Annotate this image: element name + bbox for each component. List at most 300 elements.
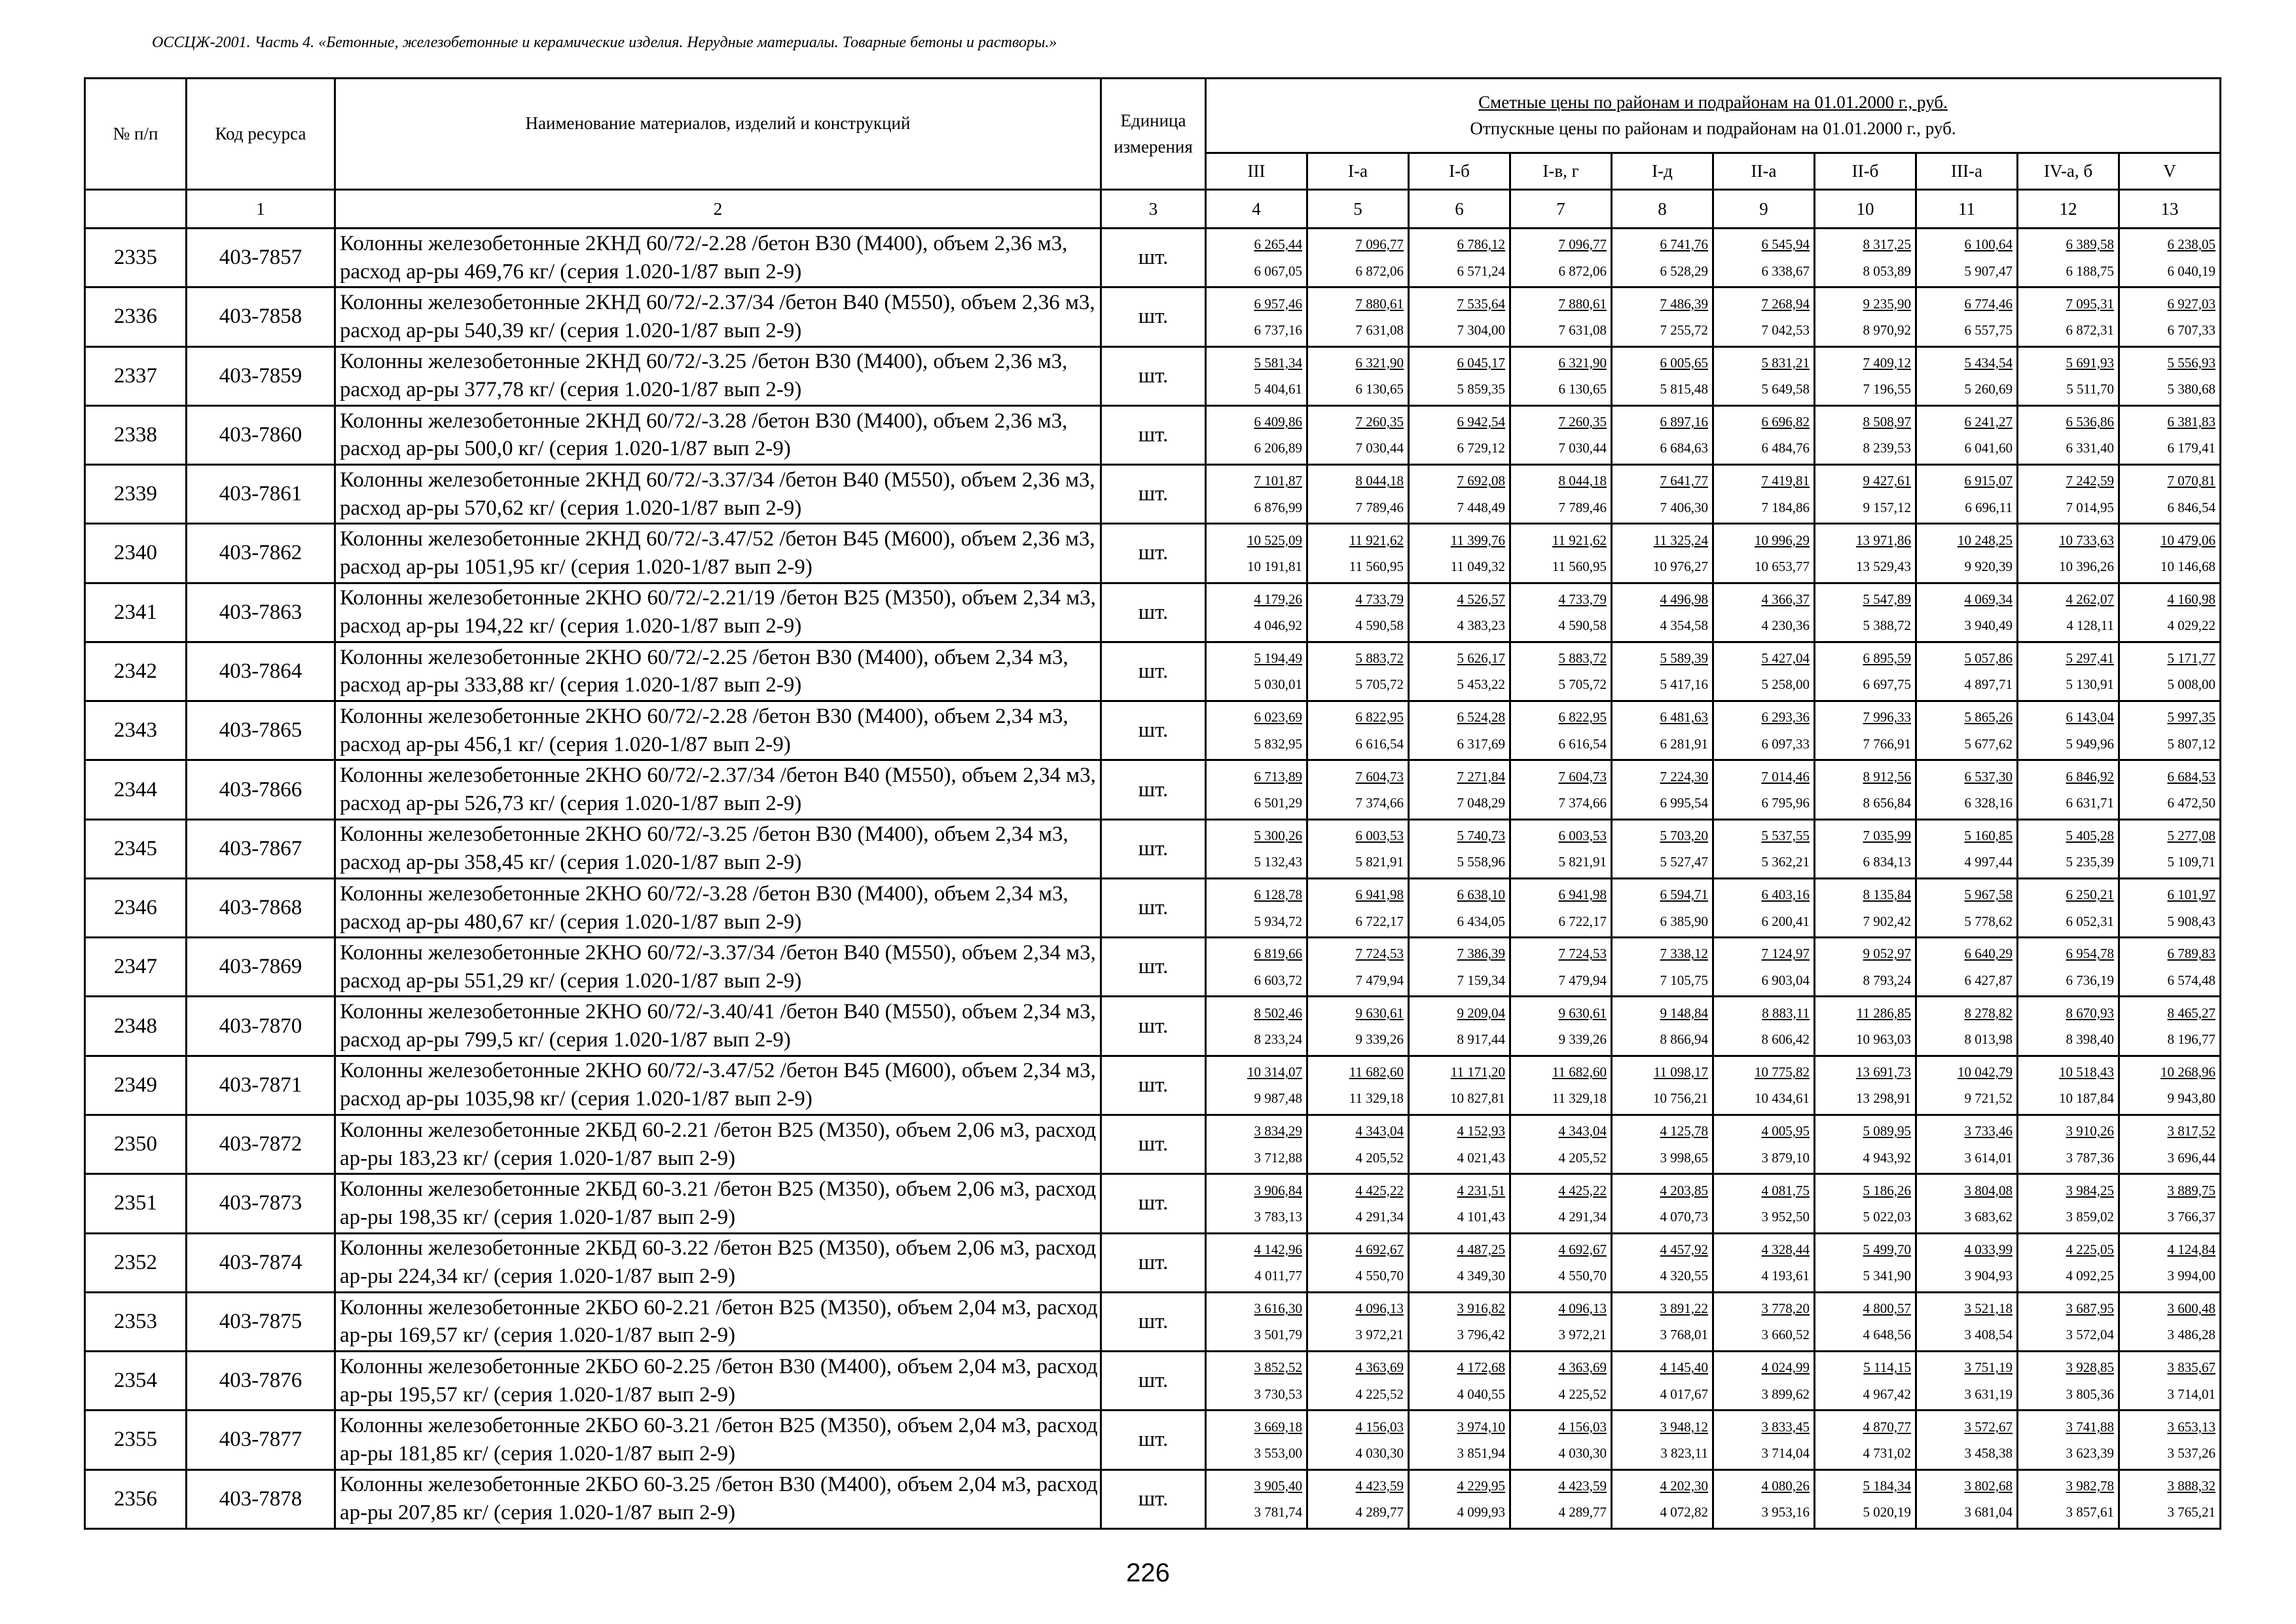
- estimate-price: 6 897,16: [1660, 414, 1708, 430]
- column-number: 2: [335, 190, 1101, 229]
- wholesale-price: 4 205,52: [1355, 1149, 1404, 1166]
- row-number: 2344: [85, 760, 187, 819]
- price-cell: [1612, 997, 1713, 1056]
- price-cell: [1206, 465, 1307, 524]
- estimate-price: 9 630,61: [1355, 1005, 1404, 1021]
- estimate-price: 4 526,57: [1457, 591, 1505, 607]
- estimate-price: 6 381,83: [2167, 414, 2215, 430]
- wholesale-price: 3 623,39: [2066, 1445, 2114, 1461]
- wholesale-price: 5 260,69: [1964, 381, 2013, 397]
- price-cell: [1409, 1056, 1510, 1115]
- wholesale-price: 6 130,65: [1558, 381, 1607, 397]
- estimate-price: 7 692,08: [1457, 473, 1505, 489]
- price-cell: [2119, 760, 2221, 819]
- price-cell: [2119, 1233, 2221, 1292]
- material-name: Колонны железобетонные 2КБО 60-3.21 /бетон В25 (М350), объем 2,04 м3, расход ар-ры 181,85 кг/ (серия 1.020-1/87 вып 2-9): [335, 1411, 1101, 1469]
- estimate-price: 9 148,84: [1660, 1005, 1708, 1021]
- price-cell: [1510, 405, 1612, 464]
- wholesale-price: 6 385,90: [1660, 913, 1708, 929]
- estimate-price: 3 982,78: [2066, 1477, 2114, 1494]
- unit-of-measure: шт.: [1101, 1115, 1206, 1173]
- estimate-price: 3 910,26: [2066, 1123, 2114, 1139]
- wholesale-price: 4 320,55: [1660, 1268, 1708, 1284]
- material-name: Колонны железобетонные 2КБД 60-3.22 /бетон В25 (М350), объем 2,06 м3, расход ар-ры 224,34 кг/ (серия 1.020-1/87 вып 2-9): [335, 1233, 1101, 1292]
- wholesale-price: 5 020,19: [1863, 1504, 1911, 1521]
- estimate-price: 5 186,26: [1863, 1182, 1911, 1198]
- price-cell: [1510, 229, 1612, 287]
- price-cell: [1916, 997, 2018, 1056]
- estimate-price: 3 817,52: [2167, 1123, 2215, 1139]
- column-number: 6: [1409, 190, 1510, 229]
- material-name: Колонны железобетонные 2КНО 60/72/-3.37/34 /бетон В40 (М550), объем 2,34 м3, расход ар-ры 551,29 кг/ (серия 1.020-1/87 вып 2-9): [335, 938, 1101, 997]
- price-cell: [1510, 287, 1612, 346]
- wholesale-price: 3 714,04: [1761, 1445, 1810, 1461]
- column-number: 1: [187, 190, 335, 229]
- material-name: Колонны железобетонные 2КБО 60-3.25 /бетон В30 (М400), объем 2,04 м3, расход ар-ры 207,85 кг/ (серия 1.020-1/87 вып 2-9): [335, 1469, 1101, 1528]
- estimate-price: 11 171,20: [1450, 1064, 1505, 1080]
- wholesale-price: 5 388,72: [1863, 618, 1911, 634]
- wholesale-price: 6 206,89: [1254, 440, 1302, 456]
- estimate-price: 7 271,84: [1457, 768, 1505, 784]
- price-cell: [1916, 1115, 2018, 1173]
- estimate-price: 7 096,77: [1355, 236, 1404, 253]
- price-cell: [1916, 583, 2018, 642]
- wholesale-price: 4 099,93: [1457, 1504, 1505, 1521]
- resource-code: 403-7857: [187, 229, 335, 287]
- price-cell: [1612, 524, 1713, 583]
- wholesale-price: 6 571,24: [1457, 263, 1505, 279]
- estimate-price: 4 692,67: [1558, 1241, 1607, 1257]
- price-cell: [1713, 1115, 1815, 1173]
- wholesale-price: 4 354,58: [1660, 618, 1708, 634]
- table-row: [85, 1174, 2221, 1233]
- estimate-price: 10 042,79: [1958, 1064, 2013, 1080]
- estimate-price: 4 423,59: [1355, 1477, 1404, 1494]
- wholesale-price: 6 484,76: [1761, 440, 1810, 456]
- wholesale-price: 6 872,06: [1558, 263, 1607, 279]
- wholesale-price: 3 805,36: [2066, 1386, 2114, 1402]
- wholesale-price: 5 908,43: [2167, 913, 2215, 929]
- material-name: Колонны железобетонные 2КНО 60/72/-3.40/41 /бетон В40 (М550), объем 2,34 м3, расход ар-ры 799,5 кг/ (серия 1.020-1/87 вып 2-9): [335, 997, 1101, 1056]
- estimate-price: 3 600,48: [2167, 1301, 2215, 1317]
- estimate-price: 3 572,67: [1964, 1418, 2013, 1435]
- estimate-price: 4 496,98: [1660, 591, 1708, 607]
- wholesale-price: 6 097,33: [1761, 735, 1810, 752]
- wholesale-price: 3 796,42: [1457, 1327, 1505, 1343]
- price-cell: [2018, 1056, 2119, 1115]
- estimate-price: 4 125,78: [1660, 1123, 1708, 1139]
- estimate-price: 5 703,20: [1660, 827, 1708, 843]
- price-cell: [1510, 1469, 1612, 1528]
- price-cell: [1206, 1056, 1307, 1115]
- estimate-price: 3 905,40: [1254, 1477, 1302, 1494]
- wholesale-price: 6 603,72: [1254, 972, 1302, 988]
- wholesale-price: 9 339,26: [1558, 1031, 1607, 1048]
- price-cell: [1510, 1352, 1612, 1411]
- wholesale-price: 3 879,10: [1761, 1149, 1810, 1166]
- estimate-price: 4 225,05: [2066, 1241, 2114, 1257]
- price-cell: [1612, 819, 1713, 878]
- price-cell: [2018, 1469, 2119, 1528]
- table-row: [85, 1233, 2221, 1292]
- price-cell: [1206, 938, 1307, 997]
- price-cell: [1409, 819, 1510, 878]
- estimate-price: 8 278,82: [1964, 1005, 2013, 1021]
- price-cell: [2018, 997, 2119, 1056]
- price-cell: [1815, 1352, 1916, 1411]
- price-cell: [2018, 1174, 2119, 1233]
- wholesale-price: 11 560,95: [1349, 558, 1404, 574]
- wholesale-price: 11 049,32: [1450, 558, 1505, 574]
- price-cell: [1713, 287, 1815, 346]
- wholesale-price: 3 823,11: [1660, 1445, 1708, 1461]
- wholesale-price: 7 766,91: [1863, 735, 1911, 752]
- header-region: I-д: [1612, 153, 1713, 190]
- wholesale-price: 4 967,42: [1863, 1386, 1911, 1402]
- estimate-price: 4 005,95: [1761, 1123, 1810, 1139]
- price-cell: [1815, 465, 1916, 524]
- price-cell: [2018, 819, 2119, 878]
- price-cell: [1409, 346, 1510, 405]
- wholesale-price: 6 040,19: [2167, 263, 2215, 279]
- wholesale-price: 3 766,37: [2167, 1208, 2215, 1225]
- estimate-price: 3 852,52: [1254, 1359, 1302, 1376]
- wholesale-price: 4 943,92: [1863, 1149, 1911, 1166]
- wholesale-price: 13 298,91: [1856, 1090, 1911, 1107]
- price-cell: [1612, 1115, 1713, 1173]
- wholesale-price: 7 255,72: [1660, 322, 1708, 338]
- price-cell: [1713, 1469, 1815, 1528]
- table-row: [85, 405, 2221, 464]
- wholesale-price: 3 486,28: [2167, 1327, 2215, 1343]
- estimate-price: 9 427,61: [1863, 473, 1911, 489]
- wholesale-price: 7 196,55: [1863, 381, 1911, 397]
- price-cell: [1510, 878, 1612, 937]
- estimate-price: 8 912,56: [1863, 768, 1911, 784]
- material-name: Колонны железобетонные 2КНО 60/72/-2.25 /бетон В30 (М400), объем 2,34 м3, расход ар-ры 333,88 кг/ (серия 1.020-1/87 вып 2-9): [335, 642, 1101, 701]
- estimate-price: 9 209,04: [1457, 1005, 1505, 1021]
- wholesale-price: 3 696,44: [2167, 1149, 2215, 1166]
- estimate-price: 6 409,86: [1254, 414, 1302, 430]
- wholesale-price: 9 987,48: [1254, 1090, 1302, 1107]
- material-name: Колонны железобетонные 2КНО 60/72/-3.28 /бетон В30 (М400), объем 2,34 м3, расход ар-ры 480,67 кг/ (серия 1.020-1/87 вып 2-9): [335, 878, 1101, 937]
- estimate-price: 3 521,18: [1964, 1301, 2013, 1317]
- table-row: [85, 229, 2221, 287]
- estimate-price: 7 880,61: [1558, 295, 1607, 312]
- estimate-price: 6 389,58: [2066, 236, 2114, 253]
- row-number: 2346: [85, 878, 187, 937]
- wholesale-price: 5 341,90: [1863, 1268, 1911, 1284]
- estimate-price: 6 957,46: [1254, 295, 1302, 312]
- estimate-price: 7 014,46: [1761, 768, 1810, 784]
- header-name: Наименование материалов, изделий и конструкций: [335, 79, 1101, 190]
- price-cell: [2119, 346, 2221, 405]
- wholesale-price: 3 851,94: [1457, 1445, 1505, 1461]
- table-row: [85, 583, 2221, 642]
- wholesale-price: 6 631,71: [2066, 795, 2114, 811]
- estimate-price: 4 145,40: [1660, 1359, 1708, 1376]
- wholesale-price: 5 677,62: [1964, 735, 2013, 752]
- estimate-price: 6 293,36: [1761, 709, 1810, 726]
- unit-of-measure: шт.: [1101, 346, 1206, 405]
- estimate-price: 6 045,17: [1457, 354, 1505, 371]
- estimate-price: 8 135,84: [1863, 887, 1911, 903]
- header-region: IV-а, б: [2018, 153, 2119, 190]
- price-cell: [1612, 287, 1713, 346]
- estimate-price: 5 434,54: [1964, 354, 2013, 371]
- wholesale-price: 5 109,71: [2167, 854, 2215, 870]
- resource-code: 403-7859: [187, 346, 335, 405]
- unit-of-measure: шт.: [1101, 1469, 1206, 1528]
- wholesale-price: 5 527,47: [1660, 854, 1708, 870]
- price-cell: [1510, 1233, 1612, 1292]
- price-cell: [1409, 938, 1510, 997]
- wholesale-price: 5 832,95: [1254, 735, 1302, 752]
- estimate-price: 5 171,77: [2167, 650, 2215, 667]
- wholesale-price: 10 963,03: [1856, 1031, 1911, 1048]
- wholesale-price: 8 970,92: [1863, 322, 1911, 338]
- estimate-price: 4 124,84: [2167, 1241, 2215, 1257]
- price-cell: [2119, 1174, 2221, 1233]
- estimate-price: 7 724,53: [1558, 946, 1607, 962]
- table-row: [85, 1115, 2221, 1173]
- price-cell: [2018, 1115, 2119, 1173]
- price-cell: [1815, 819, 1916, 878]
- wholesale-price: 6 574,48: [2167, 972, 2215, 988]
- wholesale-price: 6 188,75: [2066, 263, 2114, 279]
- estimate-price: 3 687,95: [2066, 1301, 2114, 1317]
- price-cell: [2018, 1233, 2119, 1292]
- resource-code: 403-7868: [187, 878, 335, 937]
- estimate-price: 5 556,93: [2167, 354, 2215, 371]
- estimate-price: 6 241,27: [1964, 414, 2013, 430]
- wholesale-price: 6 338,67: [1761, 263, 1810, 279]
- price-cell: [1815, 938, 1916, 997]
- price-cell: [1206, 583, 1307, 642]
- price-cell: [2119, 819, 2221, 878]
- price-cell: [1815, 878, 1916, 937]
- price-cell: [1916, 287, 2018, 346]
- table-row: [85, 878, 2221, 937]
- price-cell: [1815, 287, 1916, 346]
- price-cell: [1307, 287, 1409, 346]
- wholesale-price: 4 997,44: [1964, 854, 2013, 870]
- price-cell: [2119, 701, 2221, 760]
- price-cell: [1916, 1292, 2018, 1351]
- price-cell: [1409, 524, 1510, 583]
- wholesale-price: 3 952,50: [1761, 1208, 1810, 1225]
- price-cell: [1510, 819, 1612, 878]
- table-row: [85, 524, 2221, 583]
- price-cell: [1612, 878, 1713, 937]
- wholesale-price: 4 101,43: [1457, 1208, 1505, 1225]
- wholesale-price: 5 821,91: [1558, 854, 1607, 870]
- estimate-price: 5 300,26: [1254, 827, 1302, 843]
- price-cell: [1206, 405, 1307, 464]
- price-cell: [2119, 465, 2221, 524]
- resource-code: 403-7867: [187, 819, 335, 878]
- wholesale-price: 9 157,12: [1863, 499, 1911, 515]
- wholesale-price: 9 721,52: [1964, 1090, 2013, 1107]
- unit-of-measure: шт.: [1101, 287, 1206, 346]
- estimate-price: 6 941,98: [1355, 887, 1404, 903]
- estimate-price: 6 846,92: [2066, 768, 2114, 784]
- price-cell: [1206, 287, 1307, 346]
- wholesale-price: 5 859,35: [1457, 381, 1505, 397]
- row-number: 2348: [85, 997, 187, 1056]
- unit-of-measure: шт.: [1101, 465, 1206, 524]
- wholesale-price: 5 417,16: [1660, 676, 1708, 693]
- estimate-price: 4 179,26: [1254, 591, 1302, 607]
- estimate-price: 6 684,53: [2167, 768, 2215, 784]
- wholesale-price: 4 017,67: [1660, 1386, 1708, 1402]
- wholesale-price: 6 557,75: [1964, 322, 2013, 338]
- wholesale-price: 11 329,18: [1349, 1090, 1404, 1107]
- price-cell: [1307, 229, 1409, 287]
- resource-code: 403-7863: [187, 583, 335, 642]
- wholesale-price: 6 200,41: [1761, 913, 1810, 929]
- estimate-price: 7 260,35: [1558, 414, 1607, 430]
- estimate-price: 4 156,03: [1558, 1418, 1607, 1435]
- price-cell: [1713, 524, 1815, 583]
- estimate-price: 4 081,75: [1761, 1182, 1810, 1198]
- price-cell: [1206, 346, 1307, 405]
- price-cell: [1612, 1292, 1713, 1351]
- resource-code: 403-7878: [187, 1469, 335, 1528]
- estimate-price: 3 835,67: [2167, 1359, 2215, 1376]
- wholesale-price: 7 030,44: [1558, 440, 1607, 456]
- material-name: Колонны железобетонные 2КНД 60/72/-3.28 /бетон В30 (М400), объем 2,36 м3, расход ар-ры 500,0 кг/ (серия 1.020-1/87 вып 2-9): [335, 405, 1101, 464]
- wholesale-price: 4 291,34: [1558, 1208, 1607, 1225]
- price-cell: [1510, 465, 1612, 524]
- estimate-price: 3 802,68: [1964, 1477, 2013, 1494]
- table-row: [85, 1411, 2221, 1469]
- material-name: Колонны железобетонные 2КНД 60/72/-2.28 /бетон В30 (М400), объем 2,36 м3, расход ар-ры 469,76 кг/ (серия 1.020-1/87 вып 2-9): [335, 229, 1101, 287]
- wholesale-price: 3 537,26: [2167, 1445, 2215, 1461]
- price-cell: [2119, 1469, 2221, 1528]
- price-cell: [1916, 1411, 2018, 1469]
- estimate-price: 7 101,87: [1254, 473, 1302, 489]
- unit-of-measure: шт.: [1101, 524, 1206, 583]
- wholesale-price: 6 722,17: [1355, 913, 1404, 929]
- material-name: Колонны железобетонные 2КНО 60/72/-3.25 /бетон В30 (М400), объем 2,34 м3, расход ар-ры 358,45 кг/ (серия 1.020-1/87 вып 2-9): [335, 819, 1101, 878]
- wholesale-price: 4 046,92: [1254, 618, 1302, 634]
- wholesale-price: 5 258,00: [1761, 676, 1810, 693]
- price-cell: [1713, 1174, 1815, 1233]
- wholesale-price: 4 021,43: [1457, 1149, 1505, 1166]
- price-cell: [1612, 1411, 1713, 1469]
- unit-of-measure: шт.: [1101, 1352, 1206, 1411]
- estimate-price: 4 024,99: [1761, 1359, 1810, 1376]
- price-cell: [1916, 938, 2018, 997]
- unit-of-measure: шт.: [1101, 1056, 1206, 1115]
- estimate-price: 6 403,16: [1761, 887, 1810, 903]
- column-number: 5: [1307, 190, 1409, 229]
- estimate-price: 4 202,30: [1660, 1477, 1708, 1494]
- material-name: Колонны железобетонные 2КНД 60/72/-3.37/34 /бетон В40 (М550), объем 2,36 м3, расход ар-ры 570,62 кг/ (серия 1.020-1/87 вып 2-9): [335, 465, 1101, 524]
- wholesale-price: 3 501,79: [1254, 1327, 1302, 1343]
- estimate-price: 3 804,08: [1964, 1182, 2013, 1198]
- wholesale-price: 4 349,30: [1457, 1268, 1505, 1284]
- wholesale-price: 4 225,52: [1355, 1386, 1404, 1402]
- wholesale-price: 6 876,99: [1254, 499, 1302, 515]
- wholesale-price: 3 781,74: [1254, 1504, 1302, 1521]
- estimate-price: 6 003,53: [1355, 827, 1404, 843]
- estimate-price: 11 682,60: [1349, 1064, 1404, 1080]
- price-cell: [1713, 938, 1815, 997]
- row-number: 2352: [85, 1233, 187, 1292]
- estimate-price: 6 128,78: [1254, 887, 1302, 903]
- estimate-price: 5 691,93: [2066, 354, 2114, 371]
- wholesale-price: 6 872,06: [1355, 263, 1404, 279]
- row-number: 2355: [85, 1411, 187, 1469]
- column-number-blank: [85, 190, 187, 229]
- resource-code: 403-7873: [187, 1174, 335, 1233]
- wholesale-price: 6 707,33: [2167, 322, 2215, 338]
- price-cell: [1510, 346, 1612, 405]
- estimate-price: 7 419,81: [1761, 473, 1810, 489]
- unit-of-measure: шт.: [1101, 405, 1206, 464]
- wholesale-price: 7 030,44: [1355, 440, 1404, 456]
- wholesale-price: 4 030,30: [1355, 1445, 1404, 1461]
- price-cell: [1409, 405, 1510, 464]
- estimate-price: 11 286,85: [1856, 1005, 1911, 1021]
- price-cell: [2018, 346, 2119, 405]
- wholesale-price: 7 631,08: [1558, 322, 1607, 338]
- wholesale-price: 6 427,87: [1964, 972, 2013, 988]
- price-cell: [1510, 642, 1612, 701]
- row-number: 2350: [85, 1115, 187, 1173]
- column-number: 13: [2119, 190, 2221, 229]
- estimate-price: 6 321,90: [1355, 354, 1404, 371]
- wholesale-price: 3 683,62: [1964, 1208, 2013, 1225]
- price-cell: [1206, 1469, 1307, 1528]
- estimate-price: 6 545,94: [1761, 236, 1810, 253]
- estimate-price: 4 142,96: [1254, 1241, 1302, 1257]
- wholesale-price: 7 014,95: [2066, 499, 2114, 515]
- estimate-price: 5 581,34: [1254, 354, 1302, 371]
- price-cell: [1612, 1174, 1713, 1233]
- price-cell: [1815, 1292, 1916, 1351]
- estimate-price: 4 262,07: [2066, 591, 2114, 607]
- unit-of-measure: шт.: [1101, 1233, 1206, 1292]
- table-row: [85, 287, 2221, 346]
- price-cell: [1307, 701, 1409, 760]
- wholesale-price: 10 191,81: [1247, 558, 1302, 574]
- estimate-price: 5 997,35: [2167, 709, 2215, 726]
- header-region: II-а: [1713, 153, 1815, 190]
- estimate-price: 4 203,85: [1660, 1182, 1708, 1198]
- column-number: 12: [2018, 190, 2119, 229]
- price-cell: [1713, 229, 1815, 287]
- price-cell: [1206, 1411, 1307, 1469]
- estimate-price: 7 035,99: [1863, 827, 1911, 843]
- wholesale-price: 5 821,91: [1355, 854, 1404, 870]
- estimate-price: 4 096,13: [1355, 1301, 1404, 1317]
- price-cell: [1713, 878, 1815, 937]
- estimate-price: 6 238,05: [2167, 236, 2215, 253]
- wholesale-price: 7 789,46: [1558, 499, 1607, 515]
- estimate-price: 3 916,82: [1457, 1301, 1505, 1317]
- resource-code: 403-7869: [187, 938, 335, 997]
- price-cell: [1307, 1115, 1409, 1173]
- row-number: 2342: [85, 642, 187, 701]
- estimate-price: 6 822,95: [1558, 709, 1607, 726]
- price-cell: [2018, 760, 2119, 819]
- header-region: II-б: [1815, 153, 1916, 190]
- estimate-price: 3 928,85: [2066, 1359, 2114, 1376]
- price-cell: [1916, 1352, 2018, 1411]
